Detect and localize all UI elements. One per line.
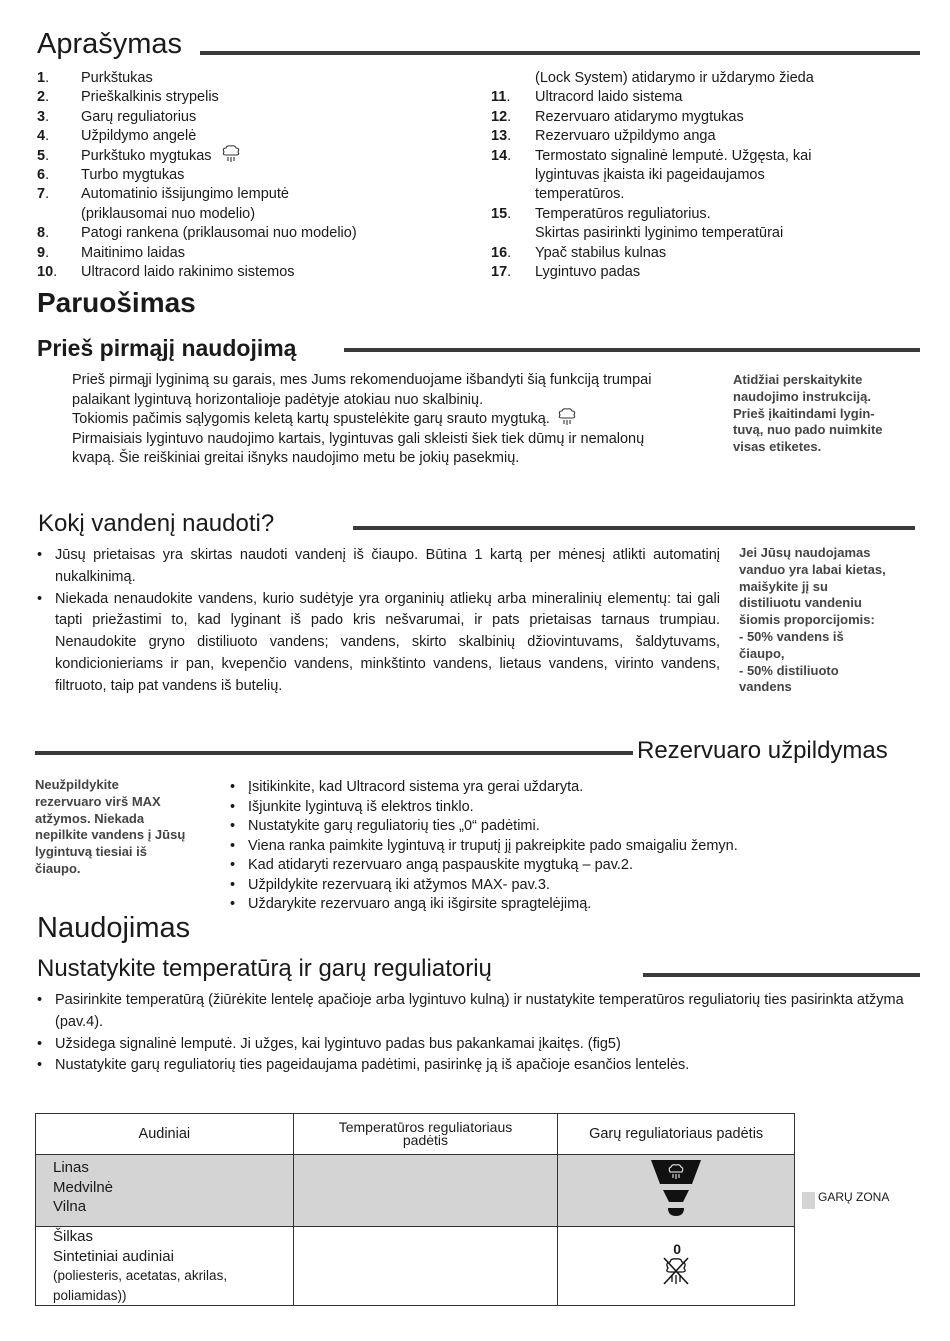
list-item: 12. Rezervuaro atidarymo mygtukas <box>491 108 744 125</box>
list-item: • Užpildykite rezervuarą iki atžymos MAX- pav.3. <box>230 876 550 893</box>
parts-list-left <box>37 69 477 282</box>
list-item: 2. Prieškalkinis strypelis <box>37 89 219 106</box>
usage-bullets <box>37 990 917 1077</box>
list-item: 1. Purkštukas <box>37 70 153 86</box>
steam-button-icon <box>556 408 578 426</box>
title-rule <box>35 751 633 755</box>
list-item: 11. Ultracord laido sistema <box>491 89 683 106</box>
set-title: Nustatykite temperatūrą ir garų reguliatorių <box>37 955 492 982</box>
title-rule <box>344 348 920 352</box>
fabric-cell: Linas Medvilnė Vilna <box>36 1155 294 1227</box>
temperature-cell <box>293 1227 558 1306</box>
list-item: • Užsidega signalinė lemputė. Ji užges, kai lygintuvo padas bus pakankamai įkaitęs. (fig5) <box>37 1035 621 1052</box>
header-fabrics: Audiniai <box>36 1114 294 1155</box>
list-item: 3. Garų reguliatorius <box>37 108 197 125</box>
list-item: • Viena ranka paimkite lygintuvą ir truputį jį pakreipkite pado smaigaliu žemyn. <box>230 837 738 854</box>
list-item: • Nustatykite garų reguliatorių ties „0“ padėtimi. <box>230 818 540 834</box>
list-item: • Kad atidaryti rezervuaro angą paspauskite mygtuką – pav.2. <box>230 857 634 873</box>
list-item: • Niekada nenaudokite vandens, kurio sudėtyje yra organinių atliekų arba mineralinių elementų: tai gali tapti priežastimi to, kad lyginant iš pado kris nešvarumai, ir pats prietaisas tarnaus trumpiau. Nenaudokite gryno distiliuoto vandens; vandens, skirto skalbinių džiovintuvams, šaldytuvams, kondicionieriams ir pan, kvepenčio vandens, minkštinto vandens, lietaus vandens, virinto vandens, filtruoto, taip pat vandens iš butelių. <box>37 590 720 694</box>
table-row <box>36 1227 795 1306</box>
list-item: 13. Rezervuaro užpildymo anga <box>491 128 716 145</box>
title-rule <box>643 973 920 977</box>
table-header <box>36 1114 795 1155</box>
water-title: Kokį vandenį naudoti? <box>38 510 275 537</box>
list-item: 5. Purkštuko mygtukas <box>37 147 477 166</box>
steam-max-icon <box>650 1158 702 1220</box>
list-item: • Išjunkite lygintuvą iš elektros tinklo. <box>230 798 474 815</box>
usage-title: Naudojimas <box>37 912 191 944</box>
list-item: • Jūsų prietaisas yra skirtas naudoti vandenį iš čiaupo. Būtina 1 kartą per mėnesį atlikti automatinį nukalkinimą. <box>37 547 720 585</box>
steam-button-icon <box>220 145 242 163</box>
no-steam-icon <box>659 1256 693 1286</box>
steam-cell <box>558 1155 795 1227</box>
first-use-title: Prieš pirmąjį naudojimą <box>37 335 297 361</box>
filling-bullets <box>230 778 870 915</box>
list-item: • Pasirinkite temperatūrą (žiūrėkite lentelę apačioje arba lygintuvo kulną) ir nustatykite temperatūros reguliatorių ties pasirinkta atžyma (pav.4). <box>37 992 904 1030</box>
list-item: 8. Patogi rankena (priklausomai nuo modelio) <box>37 225 357 242</box>
title-rule <box>353 526 915 530</box>
list-item: • Uždarykite rezervuaro angą iki išgirsite spragtelėjimą. <box>230 896 592 912</box>
description-title: Aprašymas <box>37 28 183 60</box>
list-item: 17. Lygintuvo padas <box>491 264 641 281</box>
list-item: 6. Turbo mygtukas <box>37 167 185 184</box>
filling-note: Neužpildykite rezervuaro virš MAX atžymos. Niekada nepilkite vandens į Jūsų lygintuvą tiesiai iš čiaupo. <box>35 777 186 876</box>
table-row <box>36 1155 795 1227</box>
list-item: lygintuvas įkaista iki pageidaujamos <box>535 167 765 184</box>
list-item: • Įsitikinkite, kad Ultracord sistema yra gerai uždaryta. <box>230 779 584 795</box>
list-item: 15. Temperatūros reguliatorius. <box>491 205 711 222</box>
steam-cell <box>558 1227 795 1306</box>
list-item: temperatūros. <box>535 186 625 203</box>
preparation-title: Paruošimas <box>37 287 196 318</box>
list-item: • Nustatykite garų reguliatorių ties pageidaujama padėtimi, pasirinkę ją iš apačioje esančios lentelės. <box>37 1057 690 1074</box>
list-item: 14. Termostato signalinė lemputė. Užgęsta, kai <box>491 147 812 164</box>
list-item: Skirtas pasirinkti lyginimo temperatūrai <box>535 225 784 242</box>
water-note: Jei Jūsų naudojamas vanduo yra labai kietas, maišykite jį su distiliuotu vandeniu šiomis proporcijomis: - 50% vandens iš čiaupo, - 50% distiliuoto vandens <box>739 545 886 695</box>
list-item: 9. Maitinimo laidas <box>37 244 185 261</box>
gray-zone-swatch <box>802 1192 815 1209</box>
gray-zone-label: GARŲ ZONA <box>818 1190 890 1204</box>
temperature-cell <box>293 1155 558 1227</box>
header-temperature: Temperatūros reguliatoriaus padėtis <box>293 1114 558 1155</box>
first-use-text: Prieš pirmąji lyginimą su garais, mes Jums rekomenduojame išbandyti šią funkciją trumpai palaikant lygintuvą horizontalioje padėtyje atokiau nuo skalbinių. Tokiomis pačimis sąlygomis keletą kartų spustelėkite garų srauto mygtuką. Pirmaisiais lygintuvo naudojimo kartais, lygintuvas gali skleisti šiek tiek dūmų ir nemalonų kvapą. Šie reiškiniai greitai išnyks naudojimo metu be jokių pasekmių. <box>72 372 652 466</box>
header-steam: Garų reguliatoriaus padėtis <box>558 1114 795 1155</box>
list-item: (Lock System) atidarymo ir uždarymo žieda <box>535 70 814 86</box>
first-use-note: Atidžiai perskaitykite naudojimo instrukciją. Prieš įkaitindami lygin- tuvą, nuo pado nuimkite visas etiketes. <box>733 372 883 455</box>
water-bullets <box>37 545 720 698</box>
list-item: 10. Ultracord laido rakinimo sistemos <box>37 264 295 281</box>
list-item: 4. Užpildymo angelė <box>37 128 197 145</box>
filling-title: Rezervuaro užpildymas <box>637 737 888 764</box>
list-item: 16. Ypač stabilus kulnas <box>491 244 667 261</box>
steam-zero-label: 0 <box>673 1241 682 1258</box>
title-rule <box>200 51 920 55</box>
parts-list-right <box>491 69 931 282</box>
list-item: 7. Automatinio išsijungimo lemputė <box>37 186 289 203</box>
list-item: (priklausomai nuo modelio) <box>81 205 256 222</box>
fabric-cell: Šilkas Sintetiniai audiniai (poliesteris, acetatas, akrilas, poliamidas)) <box>36 1227 294 1306</box>
settings-table <box>35 1113 795 1306</box>
